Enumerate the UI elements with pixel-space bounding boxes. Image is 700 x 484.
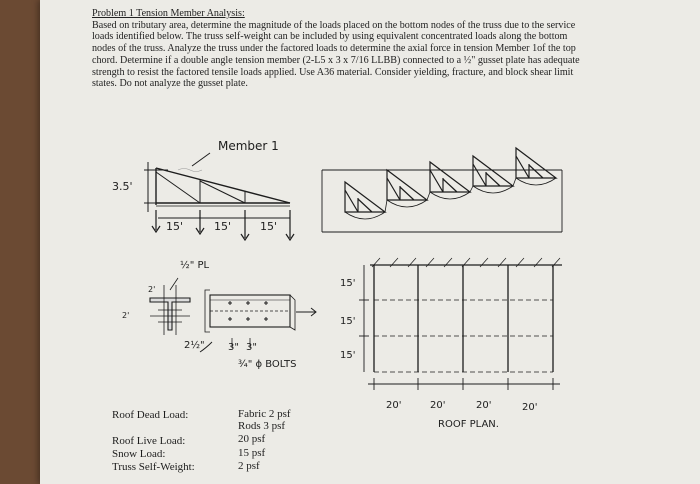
truss-3d-1 [345, 182, 385, 212]
pitch-label-2: 3" [246, 342, 257, 353]
plan-bay-dim-2: 20' [430, 400, 446, 411]
member-1-pointer [192, 153, 210, 166]
live-load-label: Roof Live Load: [112, 435, 186, 447]
snow-load-label: Snow Load: [112, 448, 166, 460]
truss-top-chord [156, 168, 290, 203]
bolts-label: ¾" ϕ BOLTS [238, 359, 297, 370]
member-1-scribble [178, 169, 202, 172]
truss-3d-3 [430, 162, 470, 192]
connection-sketch [150, 278, 316, 352]
snow-load-value: 15 psf [238, 447, 266, 459]
plan-side-dim-2: 15' [340, 316, 356, 327]
angle-end [290, 295, 295, 330]
truss-3d-2 [387, 170, 427, 200]
gusset-label: ½" PL [180, 260, 210, 271]
plan-side-dim-1: 15' [340, 278, 356, 289]
roof-plan-label: ROOF PLAN. [438, 419, 499, 430]
edge-label-2: 2' [122, 311, 130, 320]
problem-body: Based on tributary area, determine the magnitude of the loads placed on the bottom nodes of the truss due to the service loads identified below. The truss self-weight can be included by using equivalent concentrated loads along the bottom nodes of the truss. Analyze the truss under the factored loads to determine the axial force in tension Member 1of the top chord. Determine if a double angle tension member (2-L5 x 3 x 7/16 LLBB) connected to a ½" gusset plate has adequate strength to resist the factored tensile loads applied. Use A36 material. Consider yielding, fracture, and block shear limit states. Do not analyze the gusset plate. [92, 19, 580, 90]
plan-bay-dim-3: 20' [476, 400, 492, 411]
live-load-value: 20 psf [238, 433, 266, 445]
truss-web-3 [200, 181, 245, 203]
roof-plan-sketch [359, 258, 562, 390]
truss-web-1 [156, 172, 200, 203]
edge-label-1: 2' [148, 285, 156, 294]
fabric-sags [345, 178, 556, 219]
truss-spacing-1: 15' [166, 220, 184, 233]
problem-title: Problem 1 Tension Member Analysis: [92, 8, 245, 19]
plan-bay-dim-4: 20' [522, 402, 538, 413]
truss-spacing-3: 15' [260, 220, 278, 233]
dead-load-rods: Rods 3 psf [238, 420, 286, 432]
pitch-label-1: 3" [228, 342, 239, 353]
edge-distance-label: 2½" [184, 340, 205, 351]
truss-spacing-2: 15' [214, 220, 232, 233]
truss-3d-5 [516, 148, 556, 178]
dead-load-fabric: Fabric 2 psf [238, 408, 291, 420]
truss-3d-4 [473, 156, 513, 186]
truss-3d-sketch [322, 148, 562, 232]
self-weight-label: Truss Self-Weight: [112, 461, 195, 473]
gusset-outline [205, 290, 210, 332]
plan-bay-dim-1: 20' [386, 400, 402, 411]
angle-section [150, 298, 190, 330]
member-1-label: Member 1 [218, 139, 279, 153]
dead-load-label: Roof Dead Load: [112, 409, 189, 421]
self-weight-value: 2 psf [238, 460, 260, 472]
truss-height-label: 3.5' [112, 180, 133, 193]
gusset-pointer [170, 278, 178, 290]
plan-side-dim-3: 15' [340, 350, 356, 361]
